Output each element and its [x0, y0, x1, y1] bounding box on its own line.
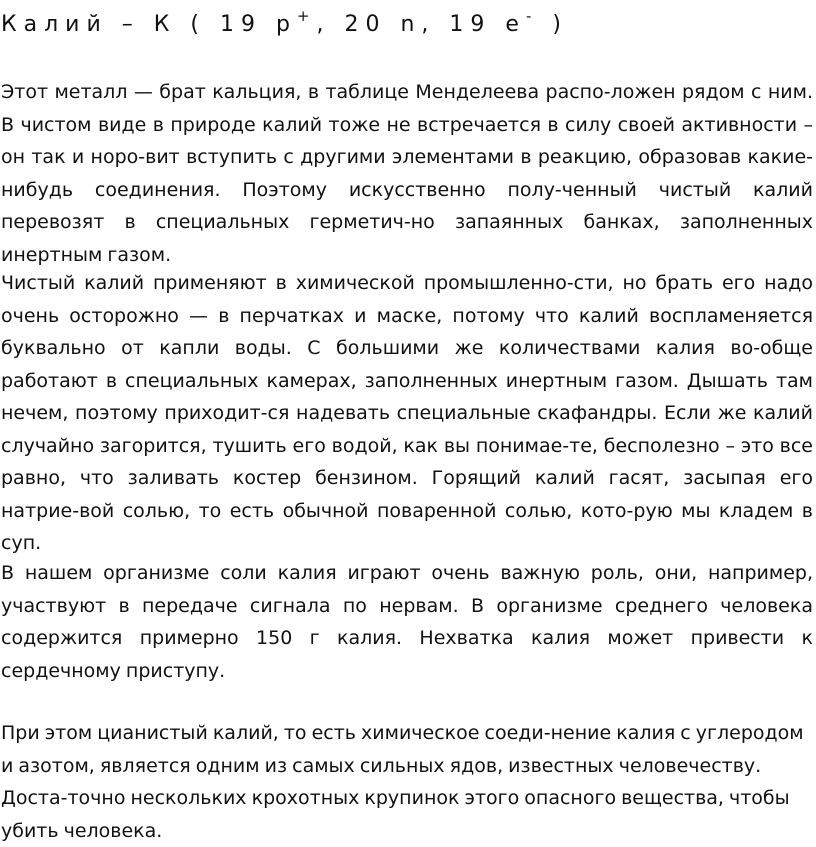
neutron-electron-count: , 20 n, 19 е	[316, 12, 526, 37]
element-heading	[1, 7, 601, 41]
electron-charge-superscript: -	[525, 7, 539, 25]
proton-charge-superscript: +	[296, 7, 317, 25]
heading-open-paren: (	[190, 12, 206, 37]
element-name-symbol: Калий – К	[1, 12, 177, 37]
paragraph-intro: Этот металл — брат кальция, в таблице Менделеева распо-ложен рядом с ним. В чистом виде в природе калий тоже не встречается в силу своей активности – он так и норо-вит вступить с другими элементами в реакцию, образовав какие-нибудь соединения. Поэтому искусственно полу-ченный чистый калий перевозят в специальных герметич-но запаянных банках, заполненных инертным газом.	[1, 81, 813, 266]
paragraph-industrial-use: Чистый калий применяют в химической промышленно-сти, но брать его надо очень осторожно — в перчатках и маске, потому что калий воспламеняется буквально от капли воды. С большими же количествами калия во-обще работают в специальных камерах, заполненных инертным газом. Дышать там нечем, поэтому приходит-ся надевать специальные скафандры. Если же калий случайно загорится, тушить его водой, как вы понимае-те, бесполезно – это все равно, что заливать костер бензином. Горящий калий гасят, засыпая его натрие-вой солью, то есть обычной поваренной солью, кото-рую мы кладем в суп.	[1, 272, 813, 554]
proton-count: 19 р	[219, 12, 297, 37]
heading-close-paren: )	[552, 12, 568, 37]
paragraph-cyanide: При этом цианистый калий, то есть химическое соеди-нение калия с углеродом и азотом, является одним из самых сильных ядов, известных человечеству. Доста-точно нескольких крохотных крупинок этого опасного вещества, чтобы убить человека.	[1, 722, 804, 842]
paragraph-biology: В нашем организме соли калия играют очень важную роль, они, например, участвуют в передаче сигнала по нервам. В организме среднего человека содержится примерно 150 г калия. Нехватка калия может привести к сердечному приступу.	[1, 562, 813, 682]
